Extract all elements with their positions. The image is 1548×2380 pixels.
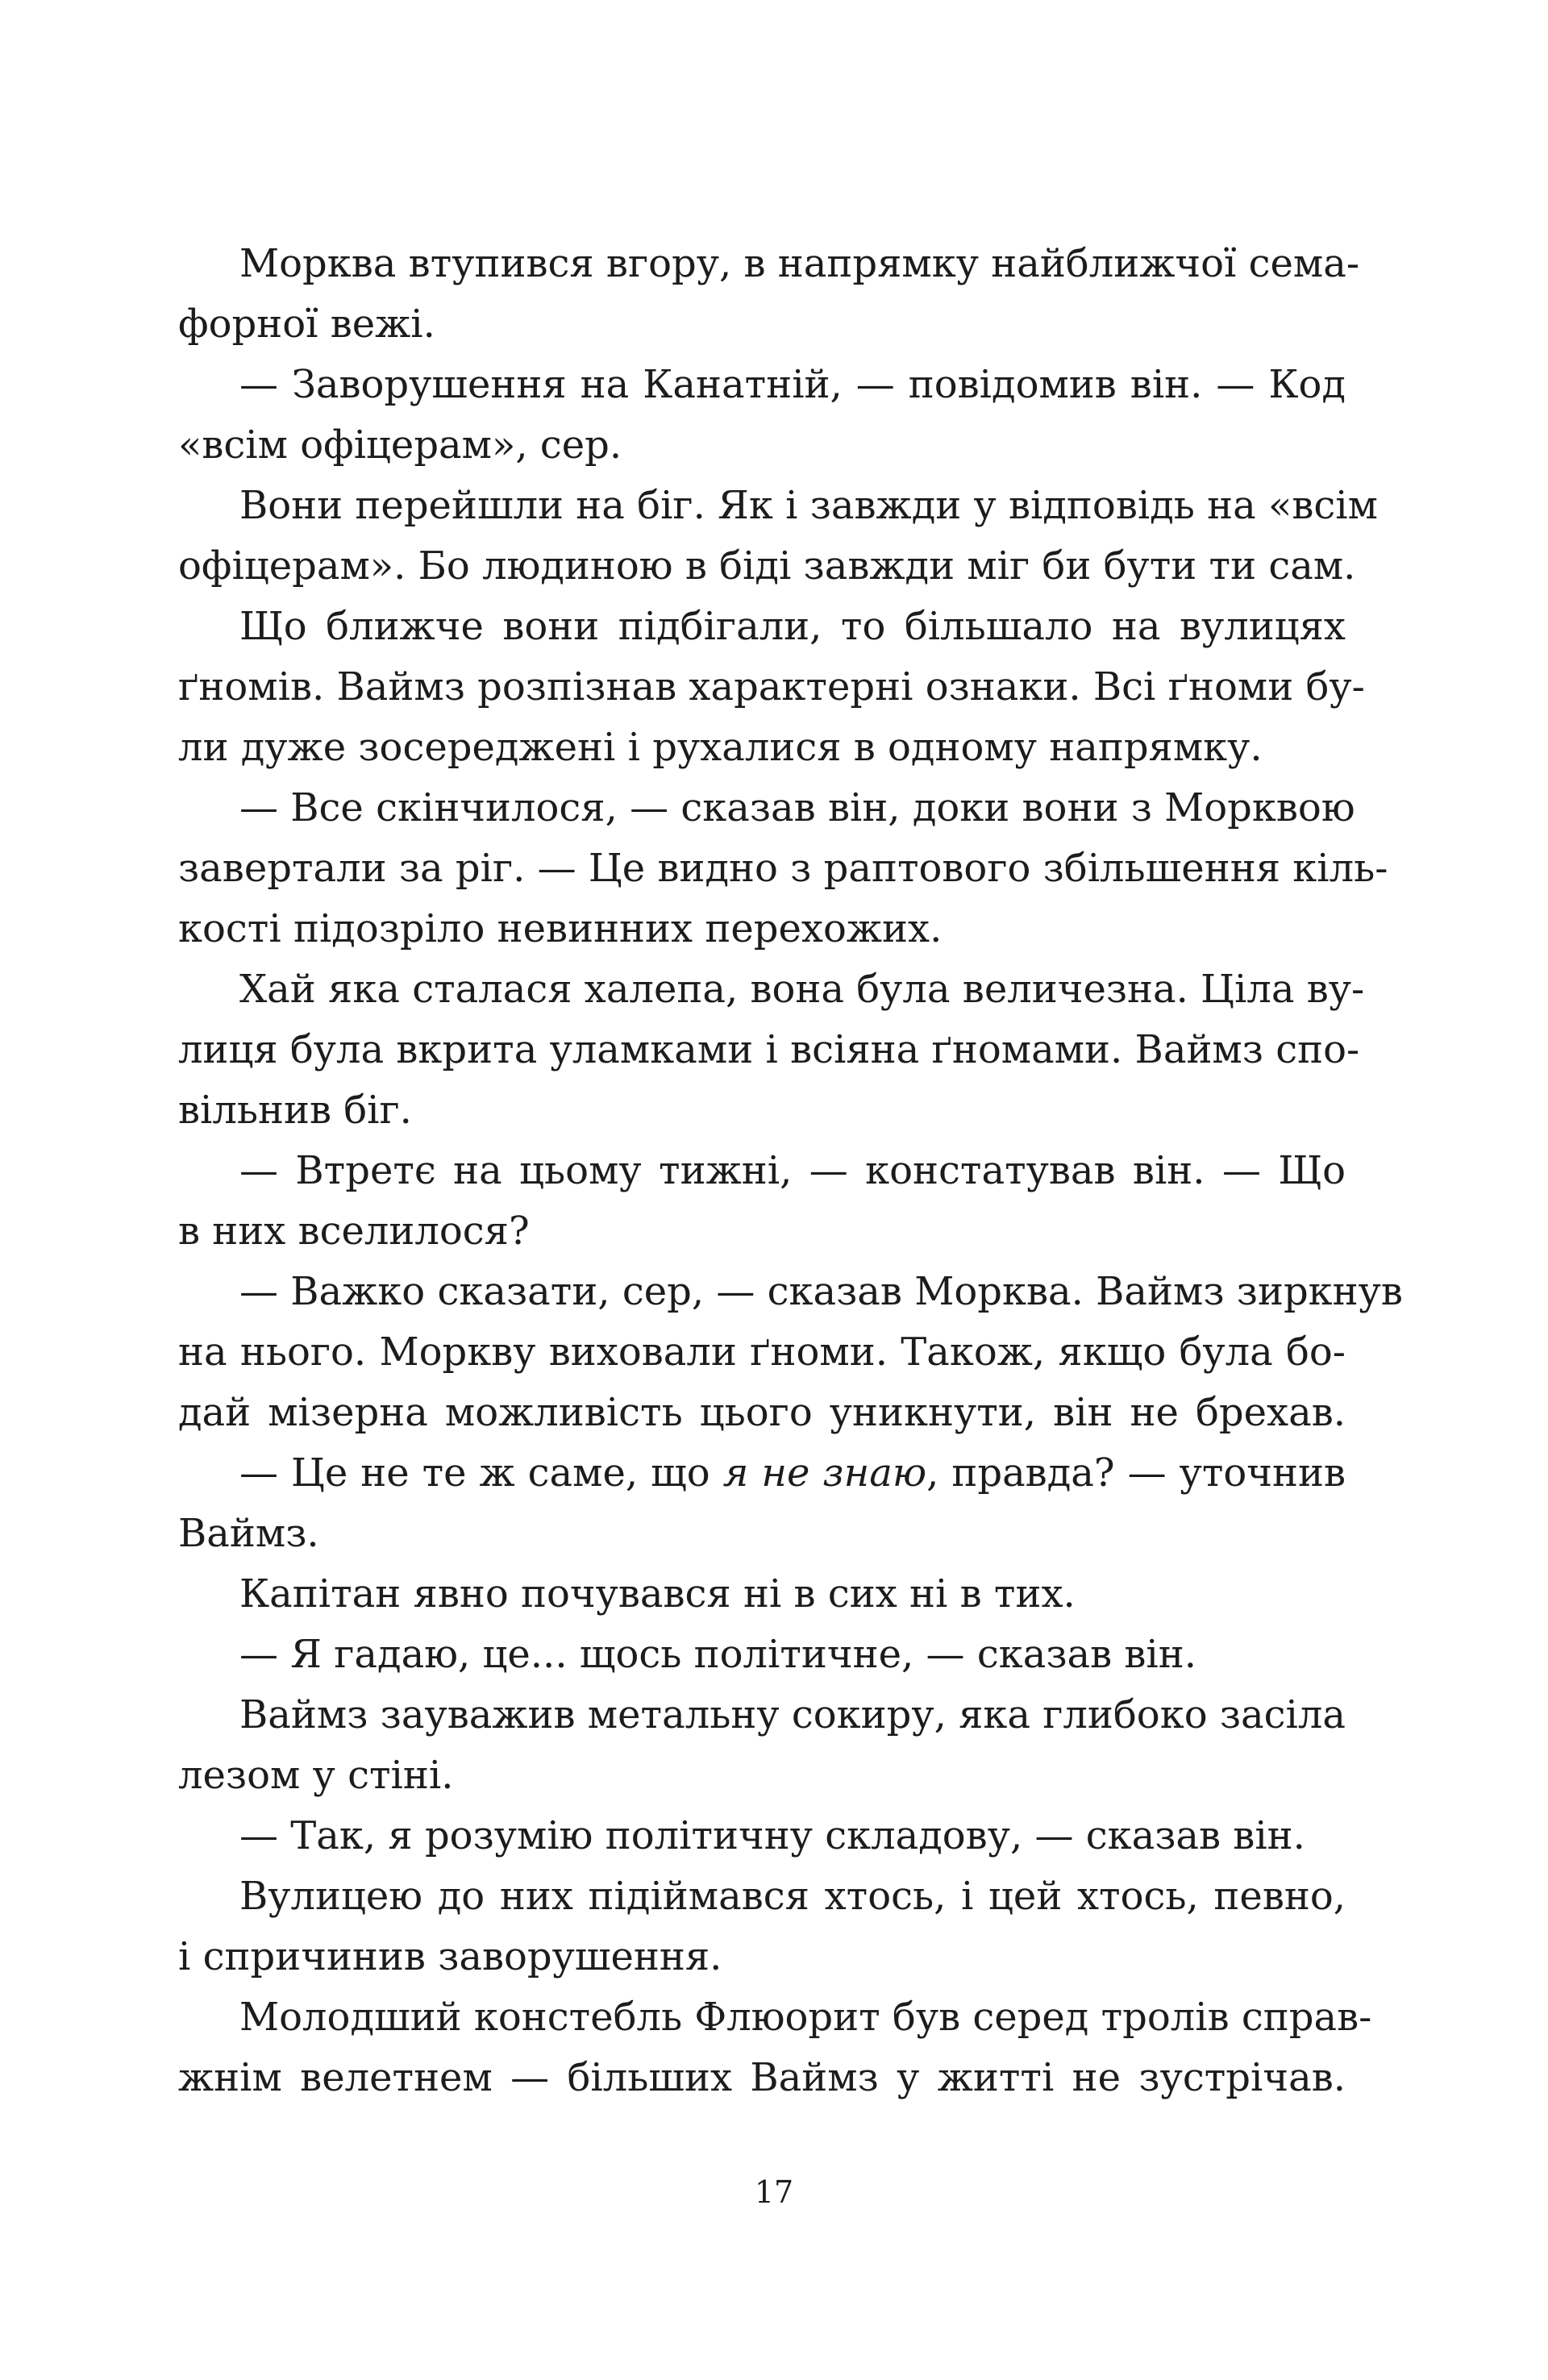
text-line: дай мізерна можливість цього уникнути, він не брехав. — [178, 1390, 1346, 1435]
text-line: Що ближче вони підбігали, то більшало на вулицях — [239, 604, 1346, 649]
text-line: вільнив біг. — [178, 1088, 412, 1133]
text-line: Ваймз. — [178, 1511, 319, 1556]
text-segment: , правда? — уточнив — [926, 1450, 1346, 1496]
text-line: лиця була вкрита уламками і всіяна ґномами. Ваймз спо- — [178, 1027, 1360, 1072]
text-line: — Так, я розумію політичну складову, — сказав він. — [239, 1813, 1305, 1858]
text-line: — Заворушення на Канатній, — повідомив він. — Код — [239, 362, 1346, 407]
text-line: «всім офіцерам», сер. — [178, 422, 622, 468]
text-line: в них вселилося? — [178, 1209, 530, 1254]
text-line: — Втретє на цьому тижні, — констатував він. — Що — [239, 1148, 1346, 1193]
text-line: Вулицею до них підіймався хтось, і цей хтось, певно, — [239, 1874, 1346, 1919]
text-line: кості підозріло невинних перехожих. — [178, 906, 943, 951]
text-line-with-italic — [178, 1443, 1346, 1504]
text-segment: — Це не те ж саме, що — [239, 1450, 723, 1496]
text-line: — Важко сказати, сер, — сказав Морква. Ваймз зиркнув — [239, 1269, 1403, 1314]
text-line: Молодший констебль Флюорит був серед тролів справ- — [239, 1995, 1372, 2040]
text-line: — Все скінчилося, — сказав він, доки вони з Морквою — [239, 785, 1355, 830]
text-line: Вони перейшли на біг. Як і завжди у відповідь на «всім — [239, 483, 1378, 528]
text-line: — Я гадаю, це... щось політичне, — сказав він. — [239, 1632, 1197, 1677]
text-line: лезом у стіні. — [178, 1753, 454, 1798]
text-line: Морква втупився вгору, в напрямку найближчої сема- — [239, 241, 1360, 286]
text-line: на нього. Моркву виховали ґноми. Також, якщо була бо- — [178, 1329, 1346, 1375]
text-line: Капітан явно почувався ні в сих ні в тих. — [239, 1571, 1076, 1616]
text-line: жнім велетнем — більших Ваймз у житті не зустрічав. — [178, 2055, 1346, 2100]
text-line: ли дуже зосереджені і рухалися в одному напрямку. — [178, 725, 1263, 770]
text-line: і спричинив заворушення. — [178, 1934, 722, 1979]
page-number: 17 — [754, 2174, 794, 2210]
text-line: Хай яка сталася халепа, вона була величезна. Ціла ву- — [239, 967, 1365, 1012]
text-line: ґномів. Ваймз розпізнав характерні ознаки. Всі ґноми бу- — [178, 664, 1365, 709]
text-line: завертали за ріг. — Це видно з раптового збільшення кіль- — [178, 846, 1388, 891]
italic-phrase: я не знаю — [722, 1450, 927, 1496]
text-line: Ваймз зауважив метальну сокиру, яка глибоко засіла — [239, 1692, 1346, 1737]
body-text — [178, 234, 1403, 2108]
text-line: офіцерам». Бо людиною в біді завжди міг би бути ти сам. — [178, 543, 1356, 589]
text-line: форної вежі. — [178, 302, 435, 347]
